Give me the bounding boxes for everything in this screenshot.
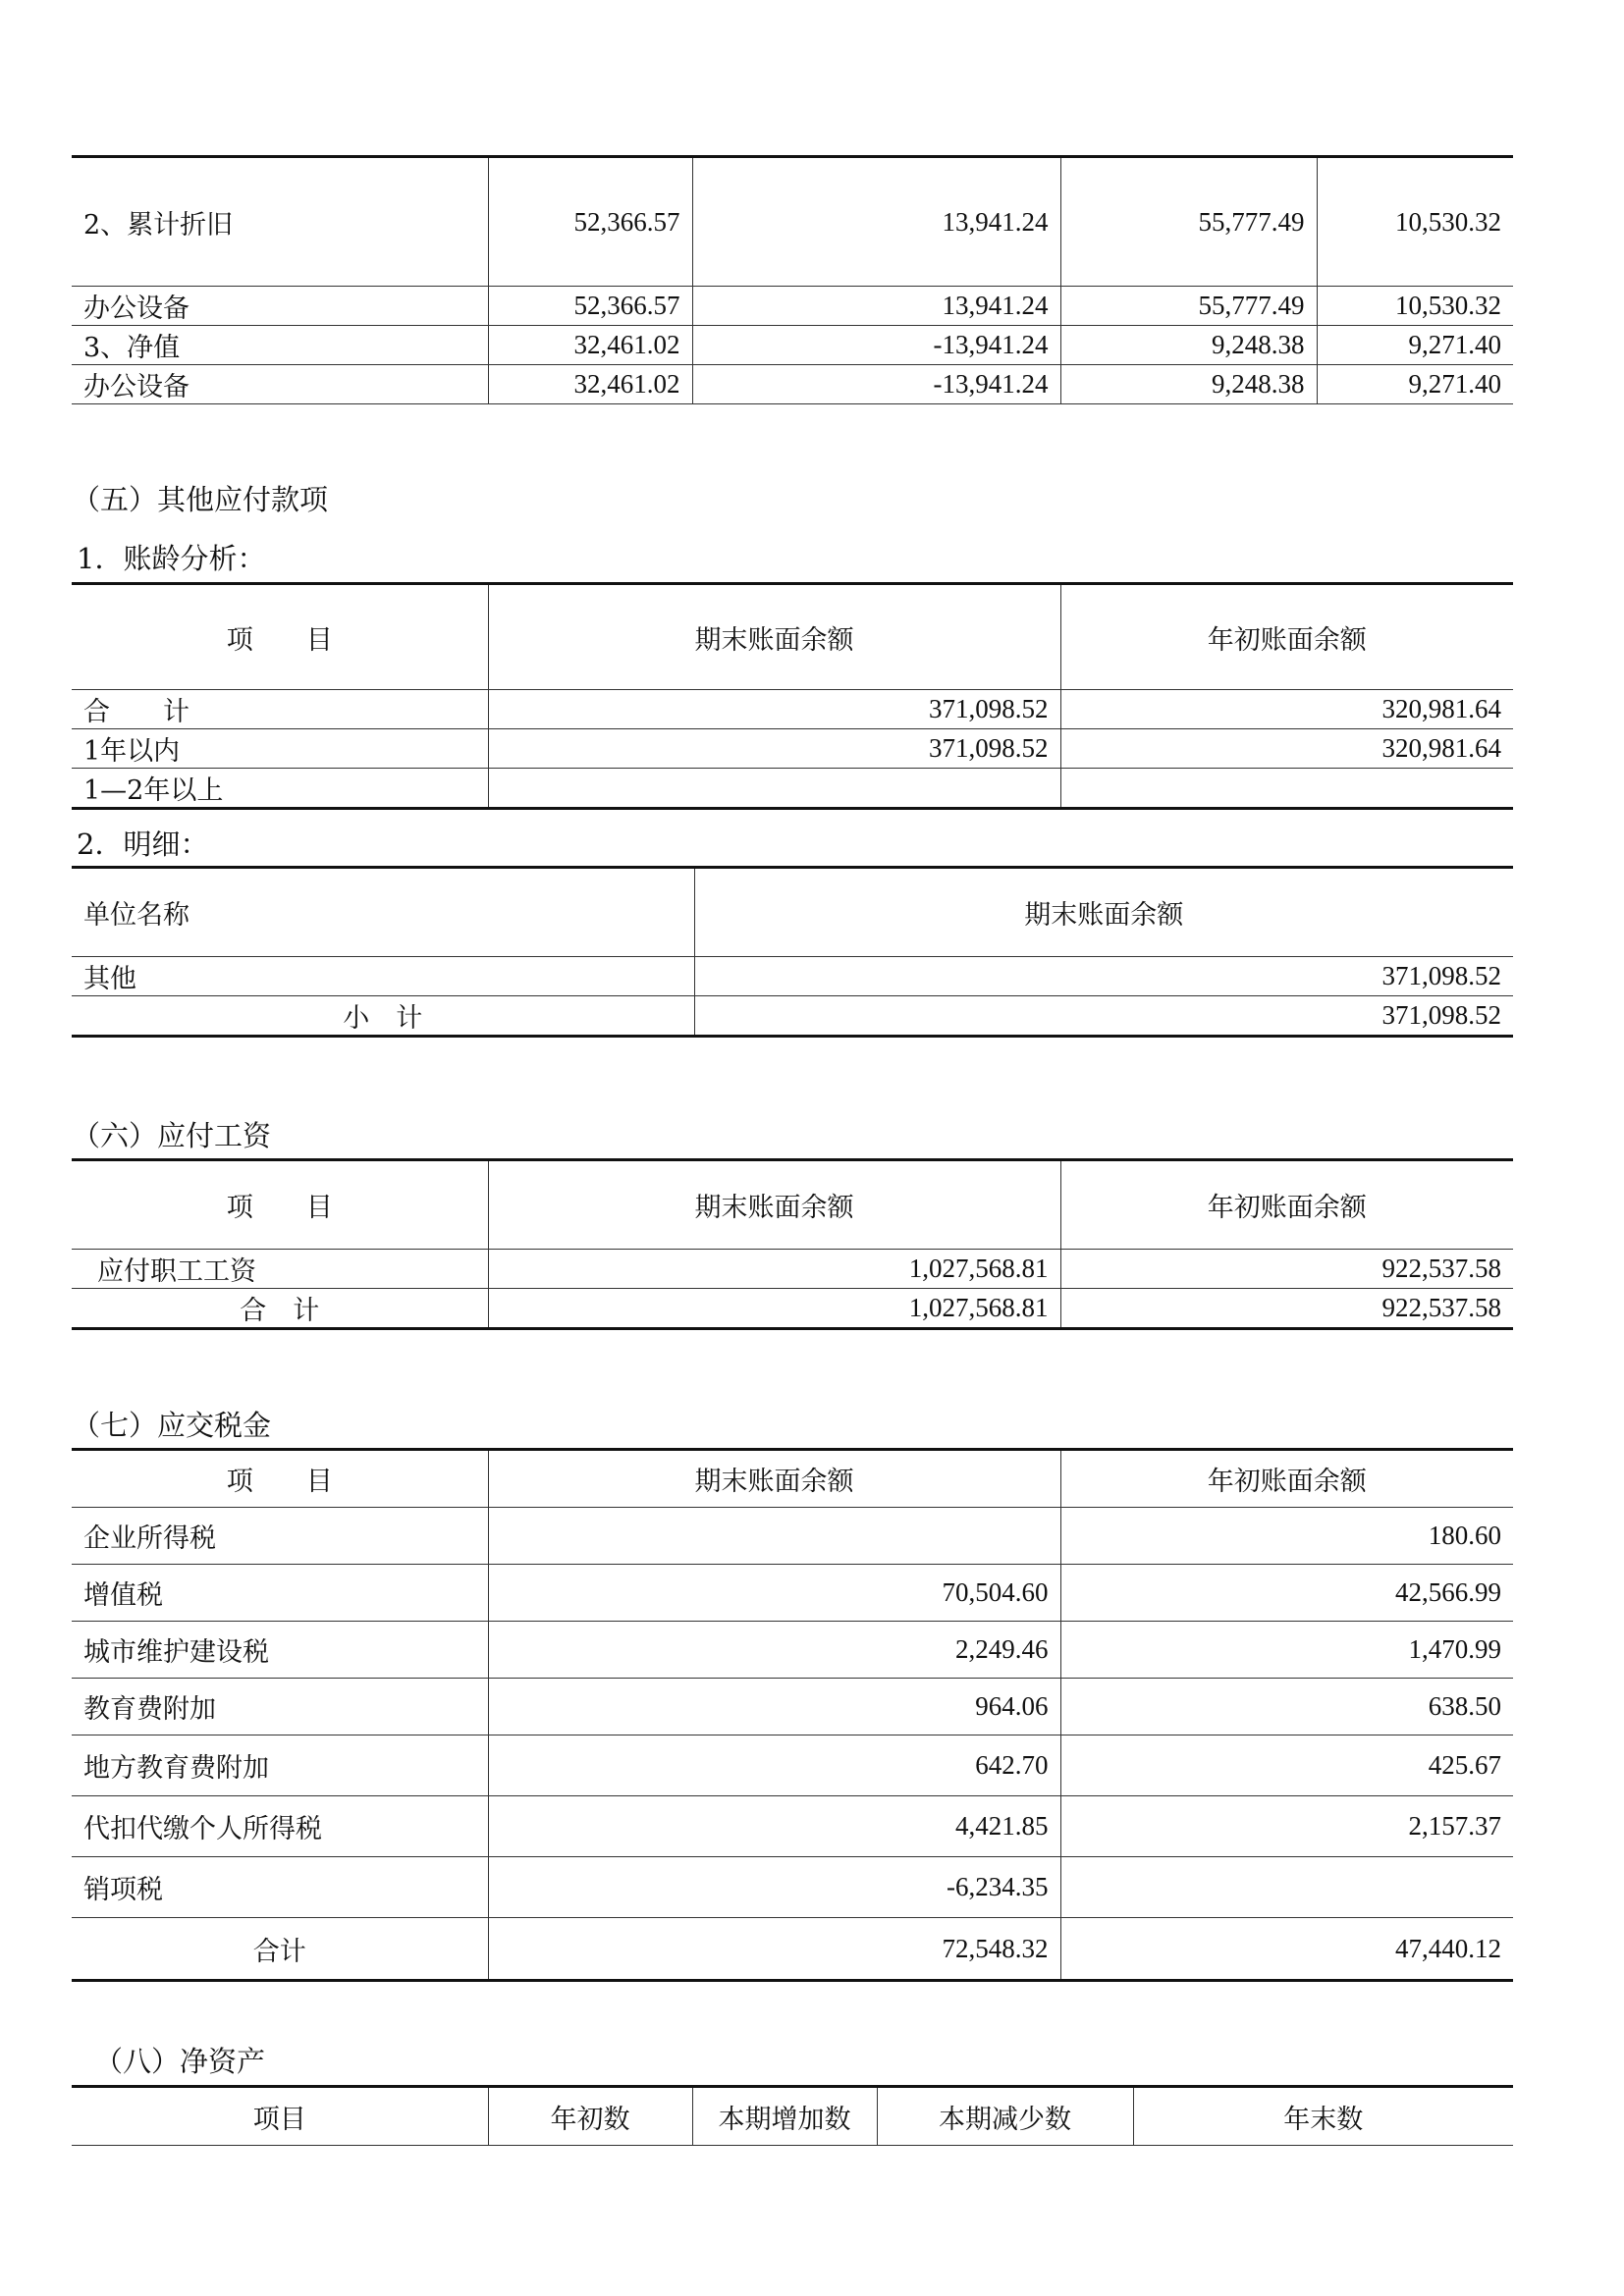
table-row [72, 1796, 1513, 1857]
cell-value: 4,421.85 [488, 1796, 1060, 1857]
table-row [72, 1565, 1513, 1622]
cell-value: 47,440.12 [1060, 1918, 1513, 1981]
table-row [72, 1508, 1513, 1565]
cell-value: 32,461.02 [488, 365, 692, 404]
cell-value: 9,248.38 [1060, 365, 1317, 404]
table-row [72, 157, 1513, 287]
table-row [72, 1857, 1513, 1918]
column-header: 本期减少数 [877, 2087, 1133, 2146]
column-header: 年初账面余额 [1060, 1450, 1513, 1508]
table-row [72, 690, 1513, 729]
row-label: 3、净值 [72, 326, 488, 365]
column-header: 项目 [72, 2087, 488, 2146]
cell-value: 964.06 [488, 1679, 1060, 1735]
row-label: 城市维护建设税 [72, 1622, 488, 1679]
cell-value: 9,248.38 [1060, 326, 1317, 365]
cell-value: 371,098.52 [694, 957, 1513, 996]
cell-value: 371,098.52 [488, 729, 1060, 769]
cell-value [1060, 1857, 1513, 1918]
table-header-row [72, 2087, 1513, 2146]
table-row [72, 996, 1513, 1037]
table-row [72, 1735, 1513, 1796]
cell-value: 1,027,568.81 [488, 1250, 1060, 1289]
aging-analysis-title: 1．账龄分析： [77, 542, 266, 575]
cell-value: 180.60 [1060, 1508, 1513, 1565]
cell-value: 10,530.32 [1317, 287, 1513, 326]
table-row [72, 1918, 1513, 1981]
table-row [72, 957, 1513, 996]
cell-value: -6,234.35 [488, 1857, 1060, 1918]
row-label: 1—2年以上 [72, 769, 488, 809]
row-label: 代扣代缴个人所得税 [72, 1796, 488, 1857]
column-header: 期末账面余额 [488, 1450, 1060, 1508]
table-row [72, 365, 1513, 404]
cell-value: 638.50 [1060, 1679, 1513, 1735]
table-row [72, 326, 1513, 365]
row-label: 合 计 [72, 1289, 488, 1329]
column-header: 项 目 [72, 584, 488, 690]
row-label: 销项税 [72, 1857, 488, 1918]
cell-value: 2,249.46 [488, 1622, 1060, 1679]
row-label: 其他 [72, 957, 694, 996]
row-label: 应付职工工资 [72, 1250, 488, 1289]
taxes-table [72, 1448, 1513, 1982]
column-header: 期末账面余额 [694, 868, 1513, 957]
row-label: 办公设备 [72, 365, 488, 404]
column-header: 单位名称 [72, 868, 694, 957]
cell-value [488, 1508, 1060, 1565]
table-row [72, 1679, 1513, 1735]
fixed-assets-table [72, 155, 1513, 404]
cell-value: 52,366.57 [488, 287, 692, 326]
table-row [72, 1250, 1513, 1289]
row-label: 小 计 [72, 996, 694, 1037]
cell-value: 642.70 [488, 1735, 1060, 1796]
row-label: 合 计 [72, 690, 488, 729]
row-label: 教育费附加 [72, 1679, 488, 1735]
cell-value: 13,941.24 [692, 287, 1060, 326]
row-label: 办公设备 [72, 287, 488, 326]
section-title-net-assets: （八）净资产 [94, 2045, 266, 2078]
table-row [72, 1289, 1513, 1329]
row-label: 企业所得税 [72, 1508, 488, 1565]
cell-value: -13,941.24 [692, 365, 1060, 404]
cell-value: 32,461.02 [488, 326, 692, 365]
cell-value: 1,470.99 [1060, 1622, 1513, 1679]
column-header: 期末账面余额 [488, 584, 1060, 690]
column-header: 本期增加数 [692, 2087, 877, 2146]
column-header: 年末数 [1133, 2087, 1513, 2146]
row-label: 增值税 [72, 1565, 488, 1622]
section-title-other-payables: （五）其他应付款项 [72, 483, 329, 516]
detail-table [72, 866, 1513, 1038]
cell-value: -13,941.24 [692, 326, 1060, 365]
cell-value: 52,366.57 [488, 157, 692, 287]
column-header: 项 目 [72, 1450, 488, 1508]
column-header: 项 目 [72, 1160, 488, 1250]
cell-value: 320,981.64 [1060, 729, 1513, 769]
cell-value [1060, 769, 1513, 809]
aging-table [72, 582, 1513, 810]
table-row [72, 729, 1513, 769]
cell-value: 72,548.32 [488, 1918, 1060, 1981]
detail-title: 2．明细： [77, 828, 209, 861]
cell-value: 55,777.49 [1060, 157, 1317, 287]
row-label: 2、累计折旧 [72, 157, 488, 287]
table-row [72, 1622, 1513, 1679]
table-header-row [72, 1450, 1513, 1508]
cell-value [488, 769, 1060, 809]
column-header: 年初账面余额 [1060, 584, 1513, 690]
table-header-row [72, 584, 1513, 690]
cell-value: 922,537.58 [1060, 1250, 1513, 1289]
table-row [72, 287, 1513, 326]
cell-value: 320,981.64 [1060, 690, 1513, 729]
cell-value: 922,537.58 [1060, 1289, 1513, 1329]
payroll-table [72, 1158, 1513, 1330]
table-row [72, 769, 1513, 809]
section-title-taxes: （七）应交税金 [72, 1409, 272, 1442]
section-title-payroll: （六）应付工资 [72, 1119, 272, 1152]
net-assets-table [72, 2085, 1513, 2146]
column-header: 期末账面余额 [488, 1160, 1060, 1250]
cell-value: 42,566.99 [1060, 1565, 1513, 1622]
table-header-row [72, 868, 1513, 957]
cell-value: 425.67 [1060, 1735, 1513, 1796]
column-header: 年初数 [488, 2087, 692, 2146]
cell-value: 10,530.32 [1317, 157, 1513, 287]
column-header: 年初账面余额 [1060, 1160, 1513, 1250]
cell-value: 1,027,568.81 [488, 1289, 1060, 1329]
cell-value: 70,504.60 [488, 1565, 1060, 1622]
row-label: 合计 [72, 1918, 488, 1981]
cell-value: 371,098.52 [488, 690, 1060, 729]
table-header-row [72, 1160, 1513, 1250]
cell-value: 2,157.37 [1060, 1796, 1513, 1857]
row-label: 1年以内 [72, 729, 488, 769]
row-label: 地方教育费附加 [72, 1735, 488, 1796]
cell-value: 371,098.52 [694, 996, 1513, 1037]
cell-value: 55,777.49 [1060, 287, 1317, 326]
cell-value: 9,271.40 [1317, 365, 1513, 404]
cell-value: 9,271.40 [1317, 326, 1513, 365]
cell-value: 13,941.24 [692, 157, 1060, 287]
